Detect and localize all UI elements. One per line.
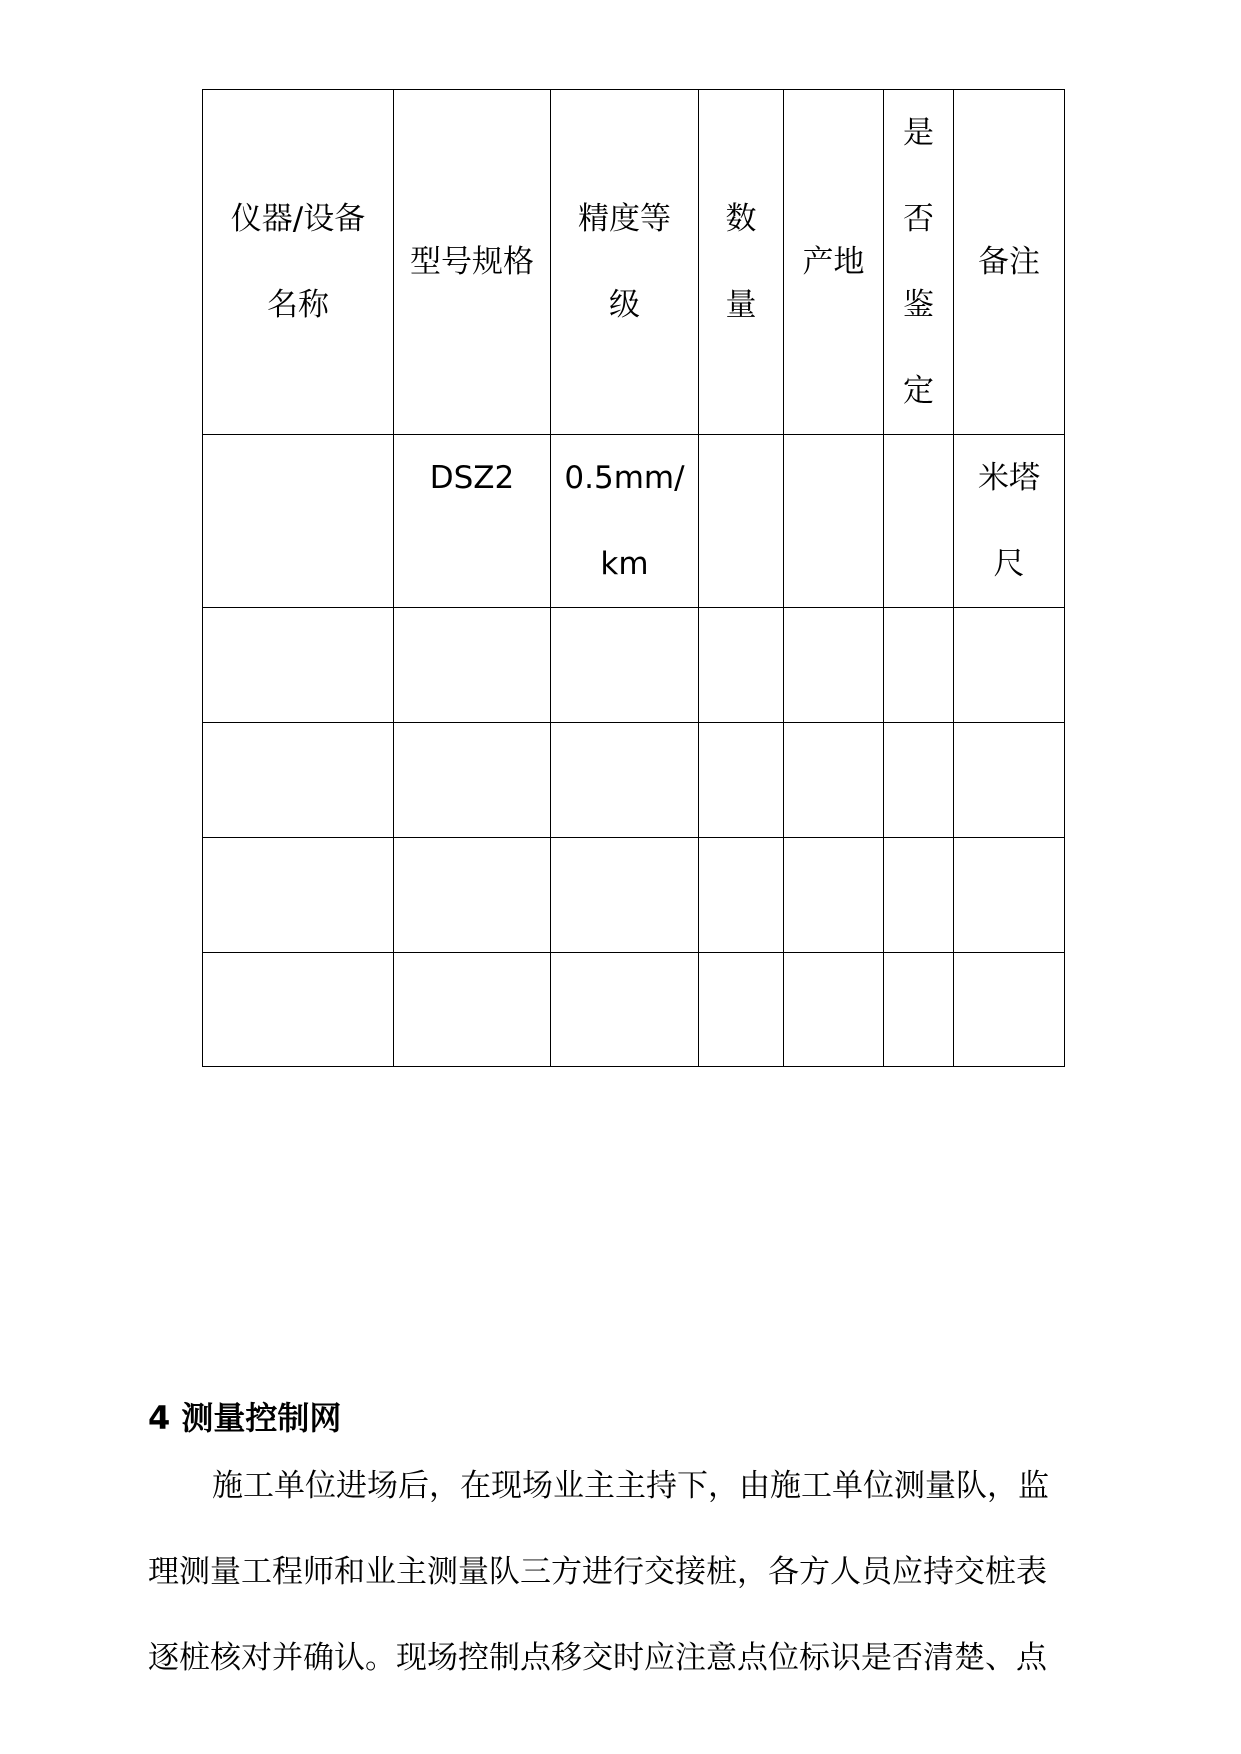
equipment-table: [202, 89, 1065, 1067]
table-cell: [551, 953, 699, 1067]
table-cell: [954, 723, 1065, 838]
table-cell: [699, 435, 784, 608]
header-cell-model-spec: 型号规格: [394, 90, 551, 435]
table-cell: [551, 838, 699, 953]
table-cell: [954, 838, 1065, 953]
section-heading: 4 测量控制网: [148, 1399, 342, 1437]
table-cell: [784, 723, 884, 838]
table-cell: [784, 838, 884, 953]
table-cell: [884, 723, 954, 838]
paragraph-line: 理测量工程师和业主测量队三方进行交接桩，各方人员应持交桩表: [148, 1554, 1047, 1590]
table-row: [203, 435, 1065, 608]
paragraph-line: 逐桩核对并确认。现场控制点移交时应注意点位标识是否清楚、点: [148, 1640, 1047, 1676]
table-cell: [699, 838, 784, 953]
header-cell-calibrated: 是 否 鉴 定: [884, 90, 954, 435]
table-cell: [203, 838, 394, 953]
table-cell: [203, 608, 394, 723]
table-cell: [394, 838, 551, 953]
table-cell: [884, 838, 954, 953]
body-paragraph: [148, 1443, 1120, 1701]
header-cell-remarks: 备注: [954, 90, 1065, 435]
table-cell: [954, 608, 1065, 723]
table-cell: [784, 953, 884, 1067]
header-cell-accuracy-grade: 精度等 级: [551, 90, 699, 435]
table-cell: [954, 953, 1065, 1067]
paragraph-line: 施工单位进场后，在现场业主主持下，由施工单位测量队，监: [212, 1468, 1049, 1504]
table-cell: 米塔 尺: [954, 435, 1065, 608]
table-cell: [394, 608, 551, 723]
table-row: [203, 953, 1065, 1067]
table-cell: [884, 608, 954, 723]
header-cell-quantity: 数 量: [699, 90, 784, 435]
table-cell: 0.5mm/ km: [551, 435, 699, 608]
table-cell: [203, 435, 394, 608]
header-cell-origin: 产地: [784, 90, 884, 435]
table-cell: [884, 953, 954, 1067]
table-cell: [884, 435, 954, 608]
header-cell-equipment-name: 仪器/设备 名称: [203, 90, 394, 435]
table-cell: [394, 953, 551, 1067]
table-cell: [784, 608, 884, 723]
table-cell: [784, 435, 884, 608]
table-cell: [203, 723, 394, 838]
table-row: [203, 723, 1065, 838]
table-cell: [699, 723, 784, 838]
table-cell: DSZ2: [394, 435, 551, 608]
table-header-row: [203, 90, 1065, 435]
table-cell: [394, 723, 551, 838]
table-cell: [699, 953, 784, 1067]
table-row: [203, 608, 1065, 723]
table-cell: [203, 953, 394, 1067]
table-cell: [551, 723, 699, 838]
table-row: [203, 838, 1065, 953]
table-cell: [551, 608, 699, 723]
table-cell: [699, 608, 784, 723]
